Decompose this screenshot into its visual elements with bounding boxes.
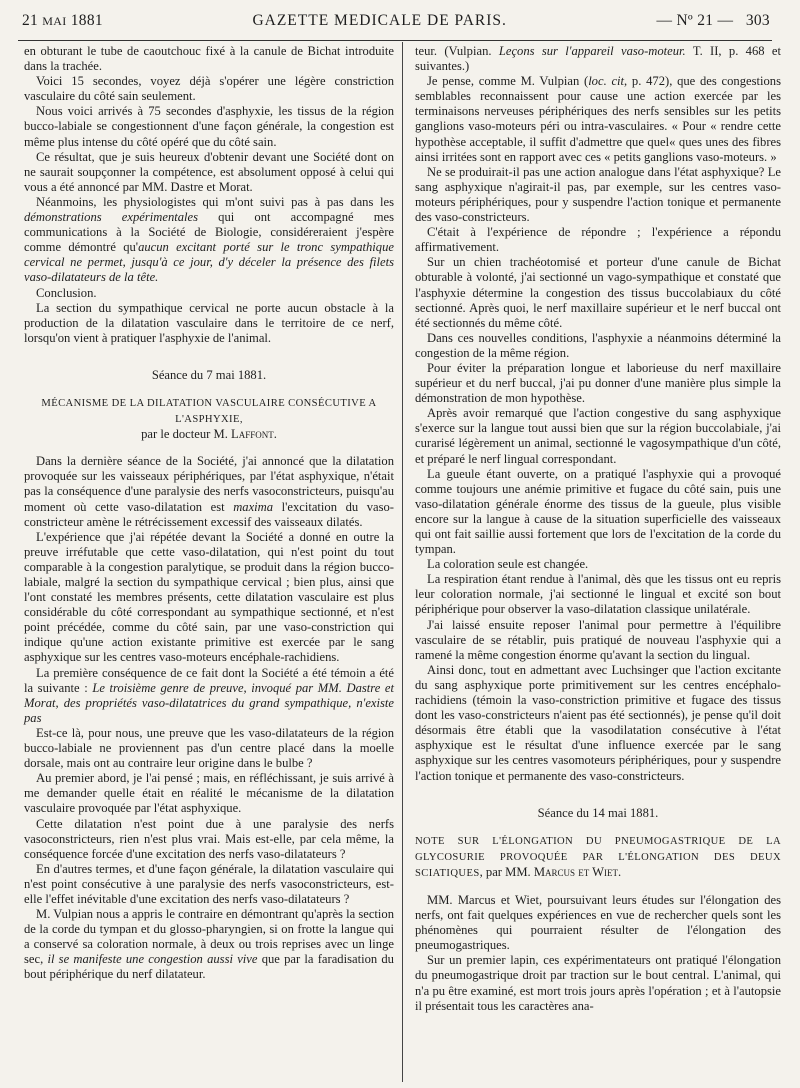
paragraph: Pour éviter la préparation longue et laborieuse du nerf maxillaire supérieur et du nerf buccal, j'ai pu donner d'une manière plus simple la démonstration de mon hypothèse. — [415, 360, 781, 406]
header-date — [22, 12, 103, 30]
paragraph: J'ai laissé ensuite reposer l'animal pour permettre à l'équilibre vasculaire de se rétablir, puis pratiqué de nouveau l'asphyxie qui a ramené la même congestion énorme qu'avant la section du lingual. — [415, 617, 781, 662]
journal-title: GAZETTE MEDICALE DE PARIS. — [252, 12, 507, 29]
paragraph: C'était à l'expérience de répondre ; l'expérience a répondu affirmativement. — [415, 225, 781, 255]
right-column — [415, 44, 781, 1014]
paragraph: Après avoir remarqué que l'action congestive du sang asphyxique s'exerce sur la langue tout aussi bien que sur la région buccolabiale, j'ai curarisé légèrement un animal, sectionné le vagosympathique d'un côté, et préparé le nerf lingual correspondant. — [415, 406, 781, 466]
paragraph: Nous voici arrivés à 75 secondes d'asphyxie, les tissus de la région bucco-labiale se congestionnent d'une façon générale, la congestion est même plus intense du côté opéré que du côté sain. — [24, 104, 394, 149]
paragraph: Sur un premier lapin, ces expérimentateurs ont pratiqué l'élongation du pneumogastrique droit par traction sur le bout central. L'animal, qui n'a pu être examiné, est mort trois jours après l'opération ; et à l'autopsie il présentait tous les caractères ana- — [415, 953, 781, 1013]
header-issue-page — [656, 12, 770, 30]
date-year: 1881 — [70, 12, 103, 29]
page-header — [22, 12, 770, 38]
paragraph: M. Vulpian nous a appris le contraire en démontrant qu'après la section de la corde du tympan et du glosso-pharyngien, si on frotte la langue qui a conservé sa coloration normale, à deux ou trois reprises avec un linge sec, il se manifeste une congestion aussi vive que par la faradisation du bout périphérique du nerf dilatateur. — [24, 907, 394, 982]
paragraph: Cette dilatation n'est point due à une paralysie des nerfs vasoconstricteurs, rien n'est plus vrai. Mais est-elle, par cela même, la conséquence forcée d'une excitation des nerfs vaso-dilatateurs ? — [24, 816, 394, 861]
paragraph: MM. Marcus et Wiet, poursuivant leurs études sur l'élongation des nerfs, ont fait quelques expériences en vue de rechercher quels sont les phénomènes qui pourraient résulter de l'élongation des pneumogastriques. — [415, 892, 781, 953]
paragraph: La respiration étant rendue à l'animal, dès que les tissus ont eu repris leur coloration normale, j'ai sectionné le lingual et excité son bout périphérique pour observer la vaso-dilatation classique unilatérale. — [415, 572, 781, 617]
seance-heading-2: Séance du 14 mai 1881. — [537, 805, 659, 820]
paragraph: La première conséquence de ce fait dont la Société a été témoin a été la suivante : Le troisième genre de preuve, invoqué par MM. Dastre et Morat, des propriétés vaso-dilatatrices du grand sympathique, n'existe pas — [24, 665, 394, 725]
paragraph: Ce résultat, que je suis heureux d'obtenir devant une Société dont on ne saurait soupçonner la compétence, est absolument opposé à celui qui vous a été annoncé par MM. Dastre et Morat. — [24, 149, 394, 194]
header-rule — [18, 40, 772, 41]
paragraph: Ne se produirait-il pas une action analogue dans l'état asphyxique? Le sang asphyxique n'agirait-il pas, par exemple, sur les centres vaso-moteurs périphériques, pour y suspendre l'action tonique et permanente des vaso-constricteurs. — [415, 164, 781, 225]
date-month: MAI — [42, 14, 67, 28]
page-number: 303 — [745, 12, 770, 29]
paragraph: Voici 15 secondes, voyez déjà s'opérer une légère constriction vasculaire du côté sain seulement. — [24, 74, 394, 104]
article-title: MÉCANISME DE LA DILATATION VASCULAIRE CONSÉCUTIVE A L'ASPHYXIE, par le docteur M. Laffont. — [41, 397, 377, 442]
paragraph: Néanmoins, les physiologistes qui m'ont suivi pas à pas dans les démonstrations expérimentales qui ont accompagné mes communications à la Société de Biologie, considéreraient j'espère comme démontré qu'aucun excitant porté sur le tronc sympathique cervical ne permet, jusqu'à ce jour, d'y déceler la présence des filets vaso-dilatateurs de la tête. — [24, 194, 395, 285]
paragraph: Est-ce là, pour nous, une preuve que les vaso-dilatateurs de la région bucco-labiale ne proviennent pas d'un centre placé dans la moelle dorsale, mais ont au contraire leur origine dans le bulbe ? — [24, 725, 394, 771]
paragraph: en obturant le tube de caoutchouc fixé à la canule de Bichat introduite dans la trachée. — [24, 44, 394, 74]
left-column — [24, 44, 394, 983]
paragraph: Dans ces nouvelles conditions, l'asphyxie a néanmoins déterminé la congestion de la même région. — [415, 330, 781, 360]
paragraph: L'expérience que j'ai répétée devant la Société a donné en outre la preuve irréfutable que cette vaso-dilatation, qui n'est point du tout comparable à la congestion paralytique, se produit dans la région bucco-labiale, malgré la section du sympathique cervical ; bien plus, ainsi que l'ont constaté les membres présents, cette dilatation vasculaire est plus considérable du côté correspondant au sympathique sectionné, et n'est point précédée, comme du côté sain, par une vaso-constriction qui indique qu'une action existante primitive est exercée par le sang asphyxique sur les centres vaso-moteurs encéphale-rachidiens. — [24, 529, 394, 665]
paragraph: Au premier abord, je l'ai pensé ; mais, en réfléchissant, je suis arrivé à me demander quelle était en réalité le mécanisme de la dilatation vasculaire provoquée par l'état asphyxique. — [24, 771, 394, 816]
issue-number: — Nº 21 — — [656, 12, 734, 29]
paragraph: Conclusion. — [36, 285, 97, 300]
column-divider — [402, 42, 403, 1082]
seance-heading: Séance du 7 mai 1881. — [151, 367, 267, 382]
paragraph: La coloration seule est changée. — [427, 557, 589, 572]
paragraph: Ainsi donc, tout en admettant avec Luchsinger que l'action excitante du sang asphyxique porte primitivement sur les centres encéphalo-rachidiens (témoin la vaso-constriction primitive et fugace des tissus dont les vaso-constricteurs n'aient pas été sectionnés), je pense qu'il doit désormais être établi que la vasodilatation consécutive à l'état asphyxique est le résultat d'une influence exercée par le sang asphyxique sur les centres vasomoteurs périphériques, pour y suspendre l'action tonique et permanente des vaso-constricteurs. — [415, 662, 781, 783]
note-title: NOTE SUR L'ÉLONGATION DU PNEUMOGASTRIQUE DE LA GLYCOSURIE PROVOQUÉE PAR L'ÉLONGATION DES DEUX SCIATIQUES, par MM. Marcus et Wiet. — [415, 835, 781, 879]
paragraph: Dans la dernière séance de la Société, j'ai annoncé que la dilatation provoquée sur les vaisseaux périphériques, par l'état asphyxique, n'était pas la conséquence d'une paralysie des nerfs vasoconstricteurs, puisqu'au moment où cette vaso-dilatation est maxima l'excitation du vaso-constricteur amène le rétrécissement excessif des vaisseaux dilatés. — [24, 454, 394, 529]
paragraph: teur. (Vulpian. Leçons sur l'appareil vaso-moteur. T. II, p. 468 et suivantes.) — [415, 44, 781, 74]
paragraph: Sur un chien trachéotomisé et porteur d'une canule de Bichat obturable à volonté, j'ai sectionné un vago-sympathique et constaté que l'asphyxie détermine la congestion des tissus buccolabiaux du côté sectionné. Après quoi, le nerf maxillaire supérieur et le nerf buccal ont été sectionnés du même côté. — [415, 255, 781, 330]
paragraph: La gueule étant ouverte, on a pratiqué l'asphyxie qui a provoqué comme toujours une anémie primitive et fugace du côté sain, puis une vaso-dilatation générale énorme des tissus de la gueule, plus visible encore sur la langue à cause de la situation superficielle des vaisseaux qui ont fait saillie aussi fortement que lors de l'excitation de la corde du tympan. — [415, 466, 781, 557]
paragraph: La section du sympathique cervical ne porte aucun obstacle à la production de la dilatation vasculaire dans le territoire de ce nerf, lorsqu'on vient à pratiquer l'asphyxie de l'animal. — [24, 300, 394, 345]
date-day: 21 — [22, 12, 39, 29]
paragraph: Je pense, comme M. Vulpian (loc. cit, p. 472), que des congestions semblables reconnaissent pour cause une action exercée par les terminaisons nerveuses périphériques des nerfs sensibles sur les petits ganglions vaso-moteurs péri ou intra-vasculaires. « Pour « rendre cette hypothèse acceptable, il suffit d'admettre que quel« ques unes des fibres ainsi irritées sont en rapport avec ces « petits ganglions vaso-moteurs. » — [415, 74, 781, 164]
paragraph: En d'autres termes, et d'une façon générale, la dilatation vasculaire qui n'est point consécutive à une paralysie des nerfs vasoconstricteurs, est-elle l'effet inévitable d'une excitation des nerfs vaso-dilatateurs ? — [24, 861, 394, 906]
